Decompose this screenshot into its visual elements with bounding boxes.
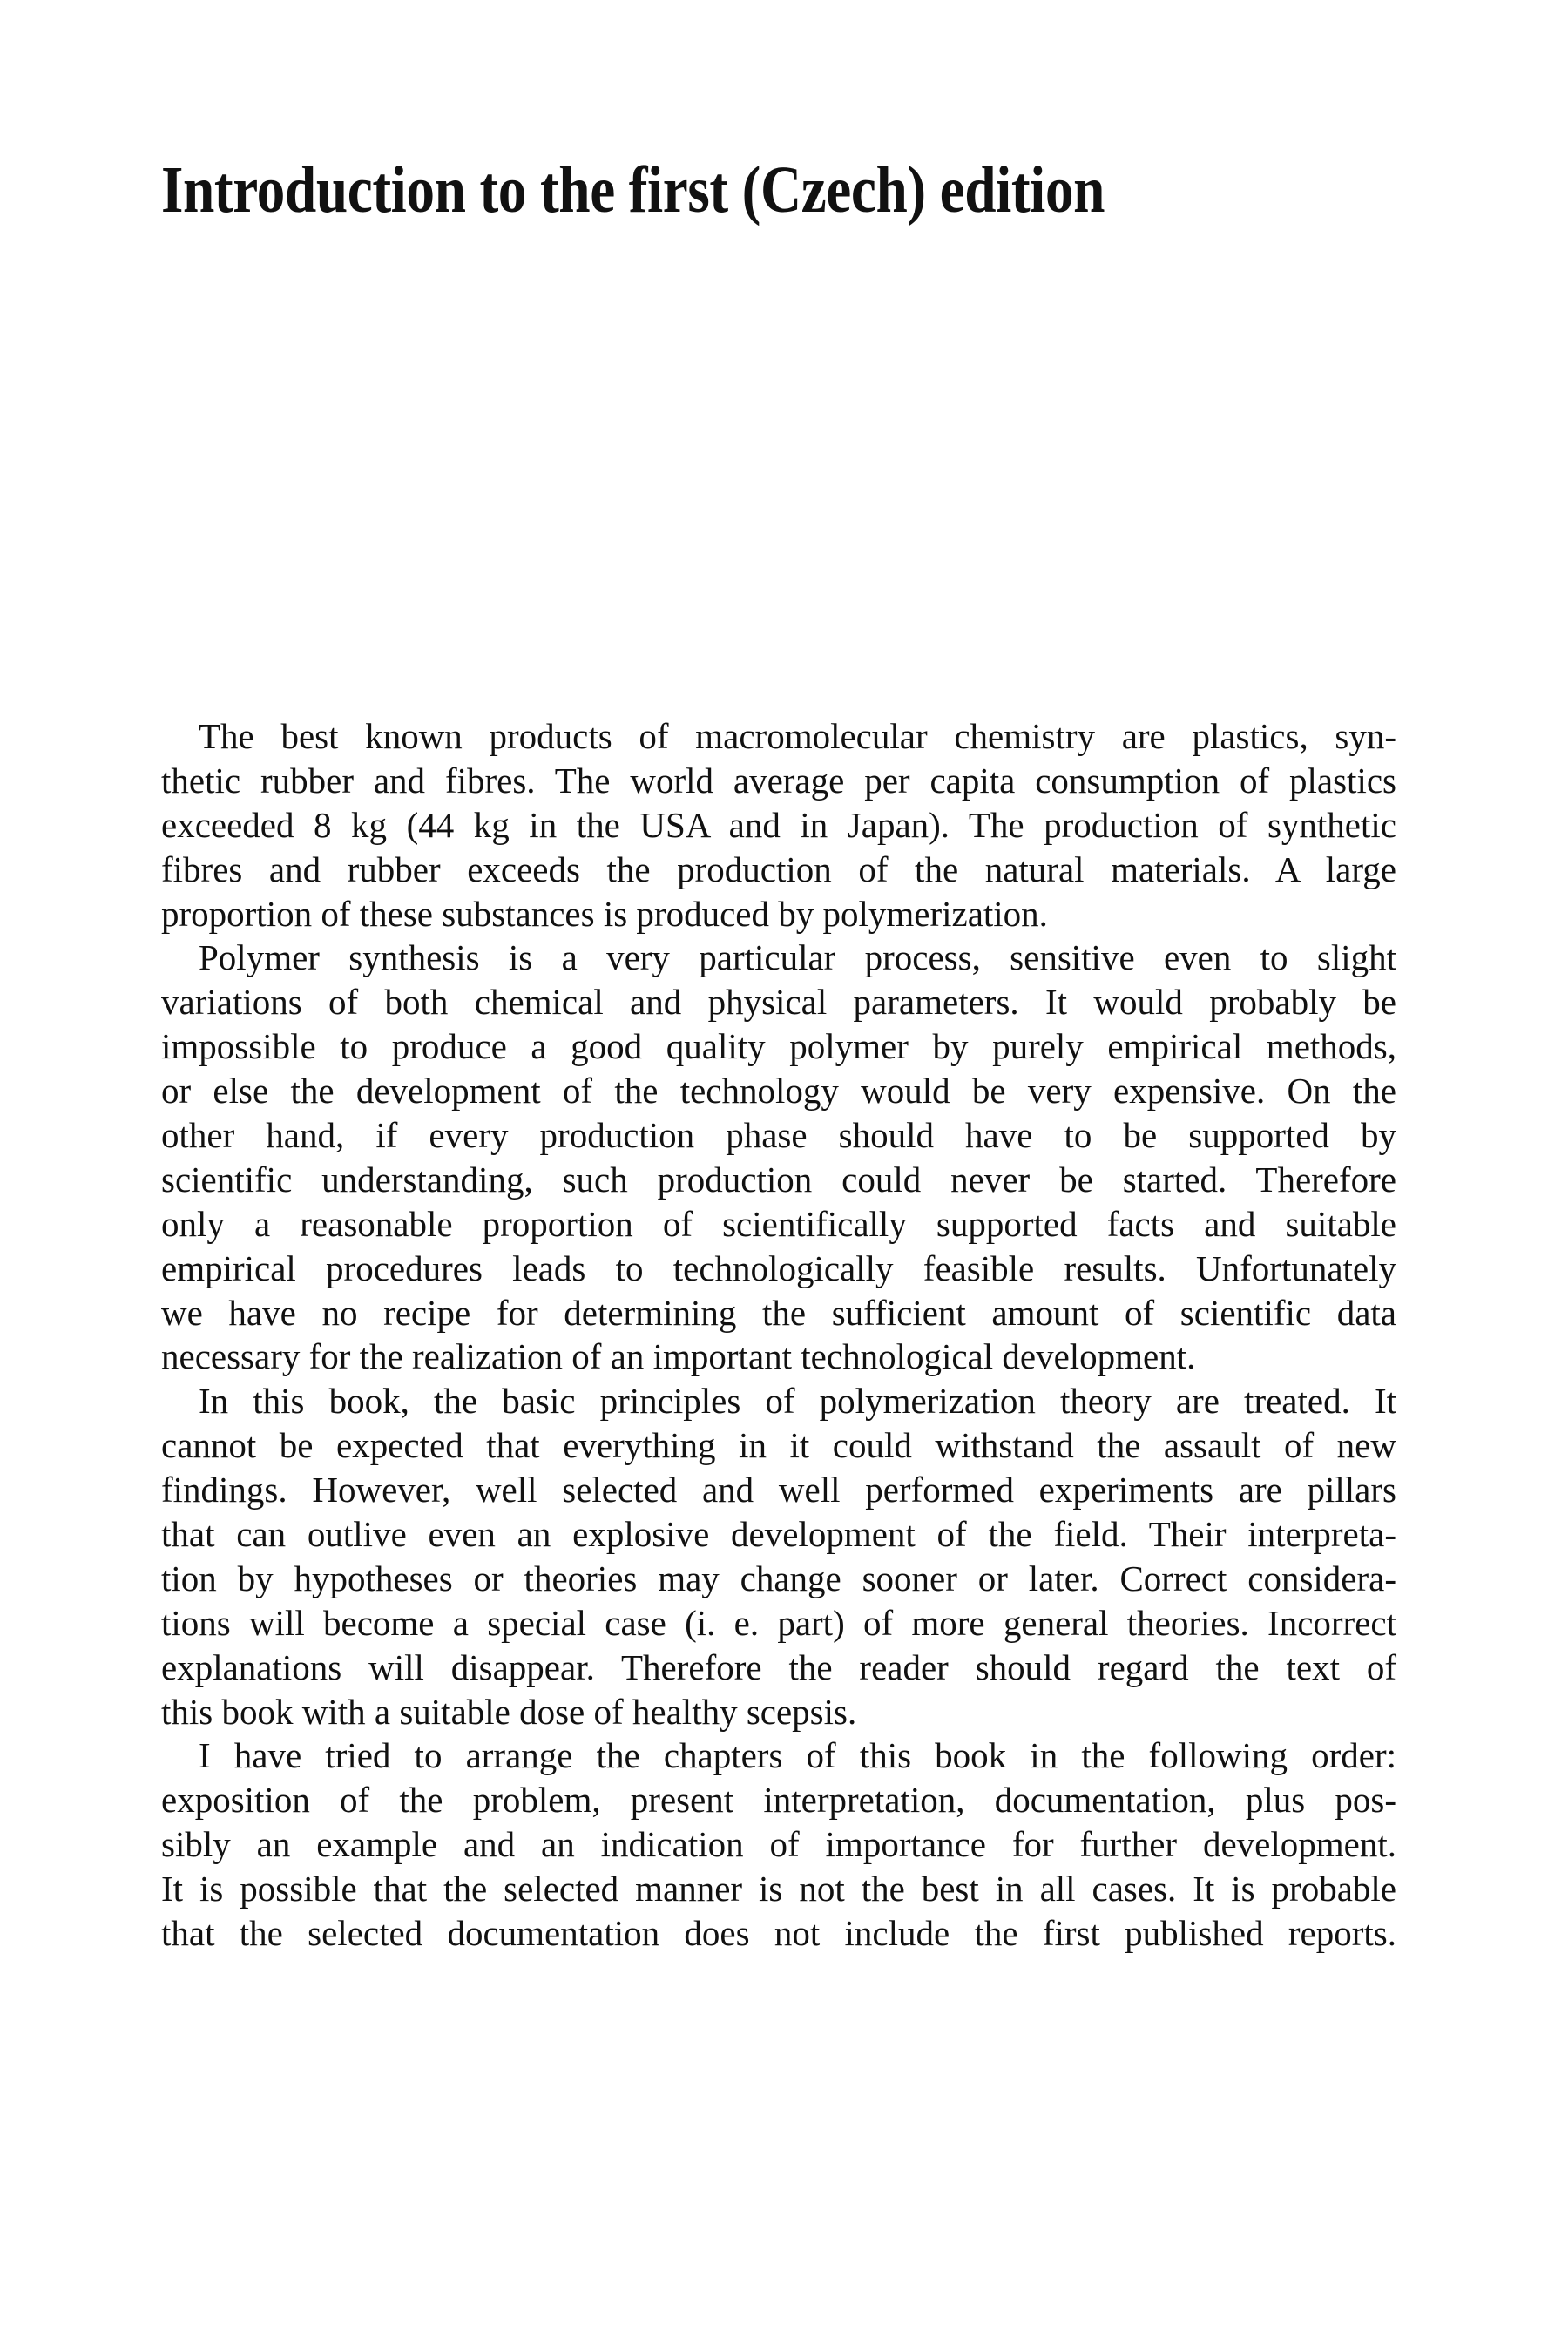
text-line: empirical procedures leads to technologically feasible results. Unfortunately <box>161 1247 1396 1288</box>
text-line: or else the development of the technology would be very expensive. On the <box>161 1071 1396 1112</box>
text-line: necessary for the realization of an important technological development. <box>161 1336 1196 1377</box>
text-line: exposition of the problem, present interpretation, documentation, plus pos- <box>161 1780 1396 1821</box>
text-line: that can outlive even an explosive development of the field. Their interpreta- <box>161 1514 1396 1555</box>
text-line: findings. However, well selected and well performed experiments are pillars <box>161 1470 1396 1511</box>
page-title: Introduction to the first (Czech) edition <box>161 153 1105 226</box>
text-line: thetic rubber and fibres. The world average per capita consumption of plastics <box>161 760 1396 801</box>
paragraph <box>161 714 1396 936</box>
text-line: we have no recipe for determining the sufficient amount of scientific data <box>161 1292 1396 1333</box>
body-text <box>161 714 1396 1956</box>
paragraph <box>161 936 1396 1379</box>
text-line: Polymer synthesis is a very particular process, sensitive even to slight <box>199 937 1396 978</box>
text-line: fibres and rubber exceeds the production of the natural materials. A large <box>161 848 1396 889</box>
text-line: this book with a suitable dose of healthy scepsis. <box>161 1691 857 1732</box>
text-line: I have tried to arrange the chapters of this book in the following order: <box>199 1735 1396 1776</box>
text-line: sibly an example and an indication of importance for further development. <box>161 1824 1396 1865</box>
text-line: variations of both chemical and physical parameters. It would probably be <box>161 982 1396 1023</box>
text-line: other hand, if every production phase should have to be supported by <box>161 1115 1396 1156</box>
text-line: tion by hypotheses or theories may change sooner or later. Correct considera- <box>161 1558 1396 1598</box>
text-line: It is possible that the selected manner is not the best in all cases. It is probable <box>161 1869 1396 1909</box>
paragraph <box>161 1379 1396 1734</box>
text-line: In this book, the basic principles of polymerization theory are treated. It <box>199 1381 1396 1422</box>
text-line: that the selected documentation does not include the first published reports. <box>161 1913 1396 1954</box>
text-line: impossible to produce a good quality polymer by purely empirical methods, <box>161 1026 1396 1067</box>
text-line: exceeded 8 kg (44 kg in the USA and in Japan). The production of synthetic <box>161 804 1396 845</box>
text-line: scientific understanding, such production could never be started. Therefore <box>161 1159 1396 1200</box>
text-line: explanations will disappear. Therefore the reader should regard the text of <box>161 1646 1396 1687</box>
text-line: proportion of these substances is produced by polymerization. <box>161 893 1048 934</box>
text-line: tions will become a special case (i. e. part) of more general theories. Incorrect <box>161 1602 1396 1643</box>
text-line: only a reasonable proportion of scientifically supported facts and suitable <box>161 1203 1396 1244</box>
text-line: The best known products of macromolecular chemistry are plastics, syn- <box>199 716 1396 756</box>
paragraph <box>161 1734 1396 1955</box>
text-line: cannot be expected that everything in it could withstand the assault of new <box>161 1425 1396 1466</box>
